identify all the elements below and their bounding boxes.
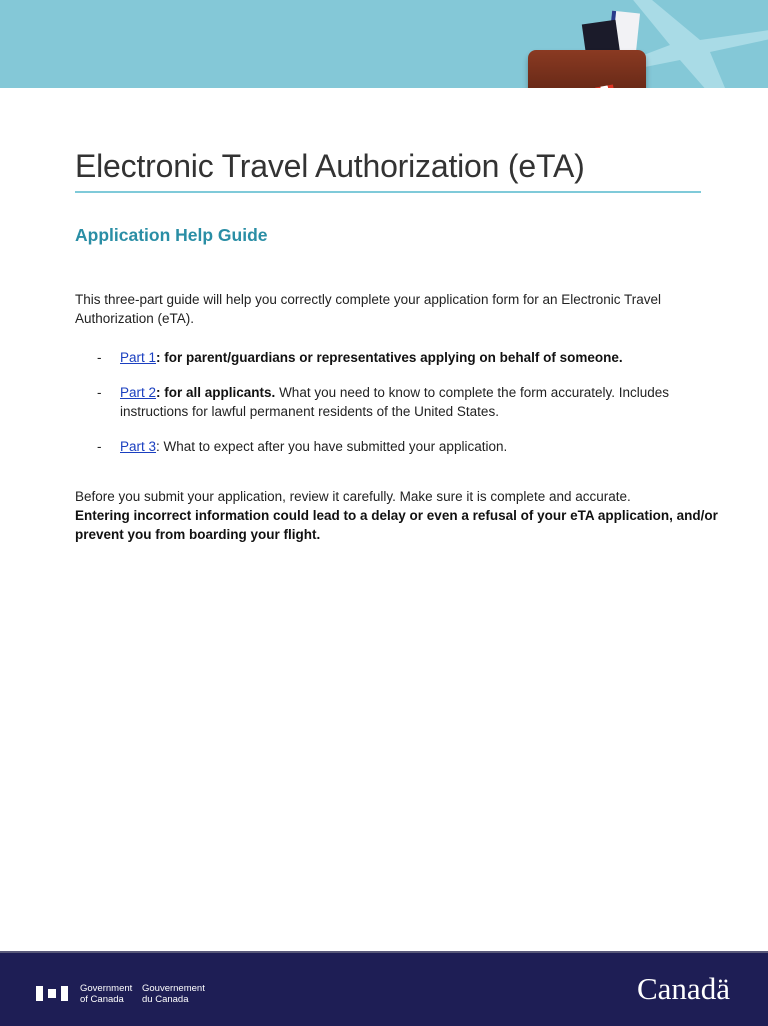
page-title: Electronic Travel Authorization (eTA) <box>75 148 585 184</box>
list-dash: - <box>97 439 102 454</box>
closing-text: Before you submit your application, review it carefully. Make sure it is complete and accurate. <box>75 489 631 504</box>
closing-paragraph <box>75 487 725 544</box>
gouvernement-du-canada-label: Gouvernement du Canada <box>142 983 205 1005</box>
header-banner <box>0 0 768 88</box>
list-dash: - <box>97 350 102 365</box>
closing-warning: Entering incorrect information could lead to a delay or even a refusal of your eTA application, and/or prevent you from boarding your flight. <box>75 508 718 542</box>
part-3-link[interactable]: Part 3 <box>120 439 157 454</box>
part-1-summary: : for parent/guardians or representatives applying on behalf of someone. <box>156 350 623 365</box>
part-3-description: : What to expect after you have submitted your application. <box>156 439 508 454</box>
government-of-canada-label: Government of Canada <box>80 983 133 1005</box>
part-2-link[interactable]: Part 2 <box>120 385 157 400</box>
page-subtitle: Application Help Guide <box>75 225 268 245</box>
suitcase-image <box>528 50 646 88</box>
part-1-link[interactable]: Part 1 <box>120 350 157 365</box>
canada-wordmark: Canadä <box>637 971 730 1006</box>
part-2-summary: : for all applicants. <box>156 385 276 400</box>
part-2-description: What you need to know to complete the form accurately. Includes instructions for lawful permanent residents of the United States. <box>120 385 670 419</box>
title-divider <box>75 191 701 193</box>
intro-paragraph: This three-part guide will help you correctly complete your application form for an Electronic Travel Authorization (eTA). <box>75 292 662 326</box>
list-dash: - <box>97 385 102 400</box>
footer <box>0 951 768 1026</box>
canada-flag-icon <box>36 986 68 1001</box>
